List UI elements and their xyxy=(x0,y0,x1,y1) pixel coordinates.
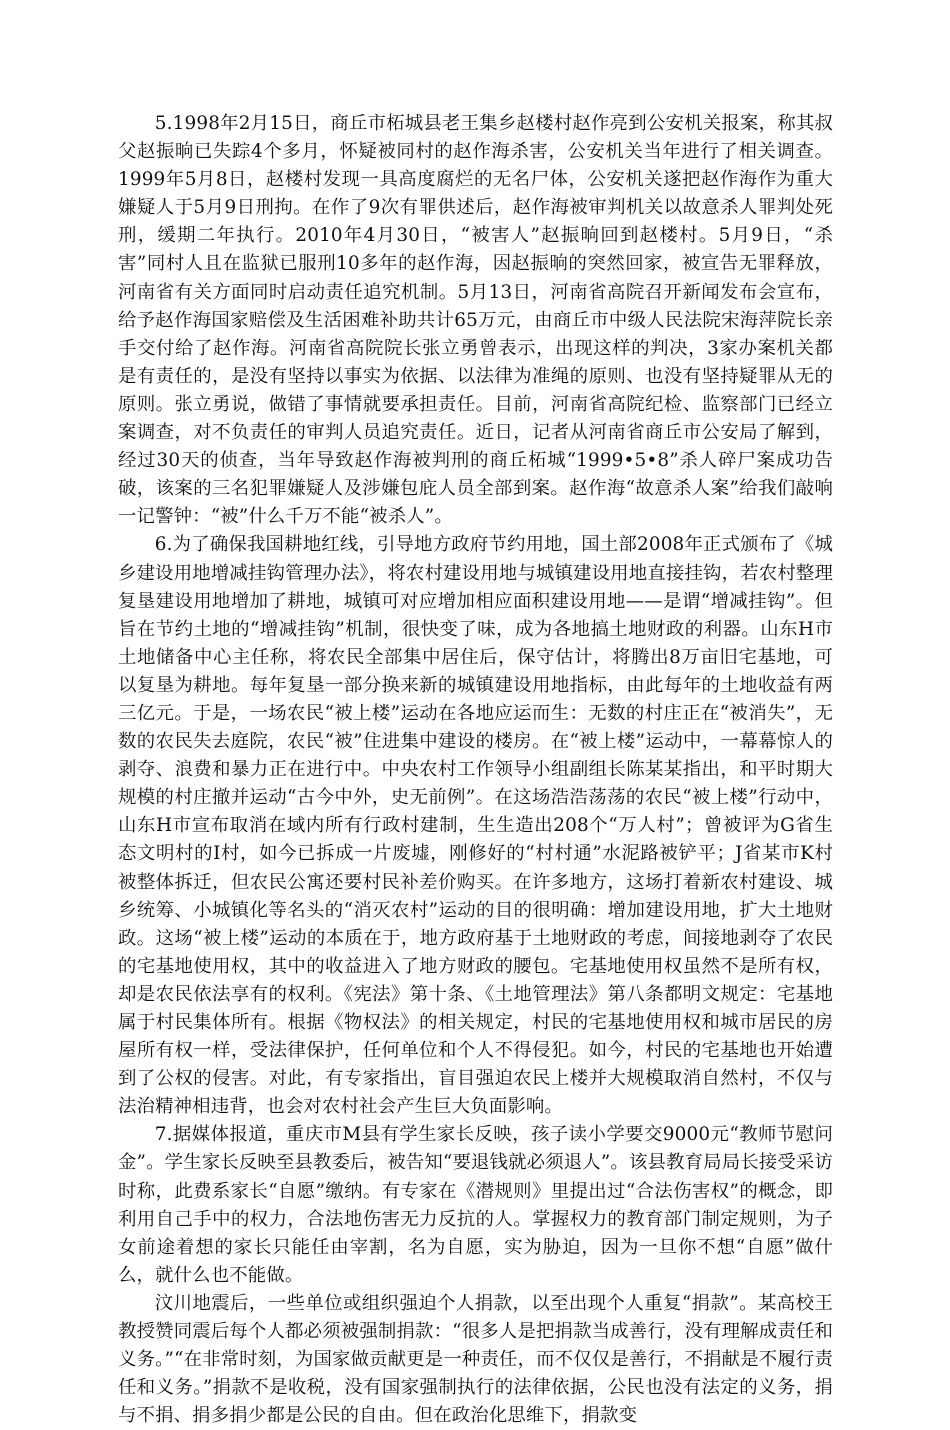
paragraph-6-land-linkage: 6.为了确保我国耕地红线，引导地方政府节约用地，国土部2008年正式颁布了《城乡建设用地增减挂钩管理办法》，将农村建设用地与城镇建设用地直接挂钩，若农村整理复垦建设用地增加了耕地，城镇可对应增加相应面积建设用地——是谓“增减挂钩”。但旨在节约土地的“增减挂钩”机制，很快变了味，成为各地搞土地财政的利器。山东H市土地储备中心主任称，将农民全部集中居住后，保守估计，将腾出8万亩旧宅基地，可以复垦为耕地。每年复垦一部分换来新的城镇建设用地指标，由此每年的土地收益有两三亿元。于是，一场农民“被上楼”运动在各地应运而生：无数的村庄正在“被消失”，无数的农民失去庭院，农民“被”住进集中建设的楼房。在“被上楼”运动中，一幕幕惊人的剥夺、浪费和暴力正在进行中。中央农村工作领导小组副组长陈某某指出，和平时期大规模的村庄撤并运动“古今中外，史无前例”。在这场浩浩荡荡的农民“被上楼”行动中，山东H市宣布取消在域内所有行政村建制，生生造出208个“万人村”；曾被评为G省生态文明村的I村，如今已拆成一片废墟，刚修好的“村村通”水泥路被铲平；J省某市K村被整体拆迁，但农民公寓还要村民补差价购买。在许多地方，这场打着新农村建设、城乡统筹、小城镇化等名头的“消灭农村”运动的目的很明确：增加建设用地，扩大土地财政。这场“被上楼”运动的本质在于，地方政府基于土地财政的考虑，间接地剥夺了农民的宅基地使用权，其中的收益进入了地方财政的腰包。宅基地使用权虽然不是所有权，却是农民依法享有的权利。《宪法》第十条、《土地管理法》第八条都明文规定：宅基地属于村民集体所有。根据《物权法》的相关规定，村民的宅基地使用权和城市居民的房屋所有权一样，受法律保护，任何单位和个人不得侵犯。如今，村民的宅基地也开始遭到了公权的侵害。对此，有专家指出，盲目强迫农民上楼并大规模取消自然村，不仅与法治精神相违背，也会对农村社会产生巨大负面影响。 xyxy=(118,534,833,1118)
paragraph-5-zhao-zuohai-case: 5.1998年2月15日，商丘市柘城县老王集乡赵楼村赵作亮到公安机关报案，称其叔父赵振晌已失踪4个多月，怀疑被同村的赵作海杀害，公安机关当年进行了相关调查。1999年5月8日，赵楼村发现一具高度腐烂的无名尸体，公安机关遂把赵作海作为重大嫌疑人于5月9日刑拘。在作了9次有罪供述后，赵作海被审判机关以故意杀人罪判处死刑，缓期二年执行。2010年4月30日，“被害人”赵振晌回到赵楼村。5月9日，“杀害”同村人且在监狱已服刑10多年的赵作海，因赵振晌的突然回家，被宣告无罪释放，河南省有关方面同时启动责任追究机制。5月13日，河南省高院召开新闻发布会宣布，给予赵作海国家赔偿及生活困难补助共计65万元，由商丘市中级人民法院宋海萍院长亲手交付给了赵作海。河南省高院院长张立勇曾表示，出现这样的判决，3家办案机关都是有责任的，是没有坚持以事实为依据、以法律为准绳的原则、也没有坚持疑罪从无的原则。张立勇说，做错了事情就要承担责任。目前，河南省高院纪检、监察部门已经立案调查，对不负责任的审判人员追究责任。近日，记者从河南省商丘市公安局了解到，经过30天的侦查，当年导致赵作海被判刑的商丘柘城“1999•5•8”杀人碎尸案成功告破，该案的三名犯罪嫌疑人及涉嫌包庇人员全部到案。赵作海“故意杀人案”给我们敲响一记警钟：“被”什么千万不能“被杀人”。 xyxy=(118,113,833,528)
paragraph-7-teacher-fee: 7.据媒体报道，重庆市M县有学生家长反映，孩子读小学要交9000元“教师节慰问金”。学生家长反映至县教委后，被告知“要退钱就必须退人”。该县教育局局长接受采访时称，此费系家长“自愿”缴纳。有专家在《潜规则》里提出过“合法伤害权”的概念，即利用自己手中的权力，合法地伤害无力反抗的人。掌握权力的教育部门制定规则，为子女前途着想的家长只能任由宰割，名为自愿，实为胁迫，因为一旦你不想“自愿”做什么，就什么也不能做。 xyxy=(118,1124,833,1286)
document-body xyxy=(118,110,833,1430)
paragraph-donation: 汶川地震后，一些单位或组织强迫个人捐款，以至出现个人重复“捐款”。某高校王教授赞同震后每个人都必须被强制捐款：“很多人是把捐款当成善行，没有理解成责任和义务。”“在非常时刻，为国家做贡献更是一种责任，而不仅仅是善行，不捐献是不履行责任和义务。”捐款不是收税，没有国家强制执行的法律依据，公民也没有法定的义务，捐与不捐、捐多捐少都是公民的自由。但在政治化思维下，捐款变 xyxy=(118,1292,833,1427)
